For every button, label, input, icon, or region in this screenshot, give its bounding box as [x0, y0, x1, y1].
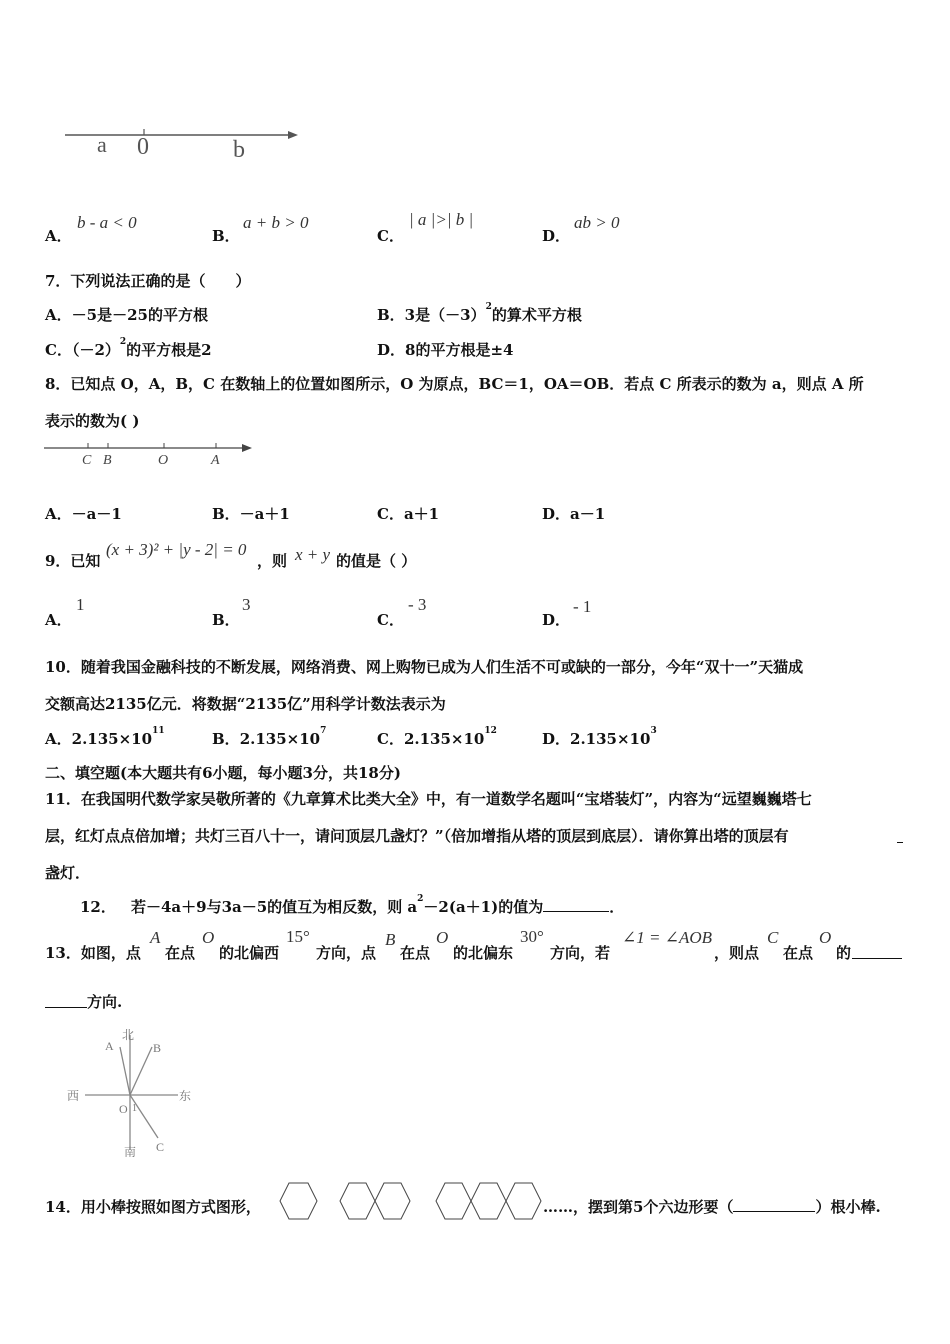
q9-option-b-val: 3 — [242, 595, 251, 614]
hexagon-2b — [375, 1183, 410, 1219]
label-c: C — [156, 1140, 165, 1154]
hexagon-figure-2 — [338, 1181, 414, 1221]
ray-ob — [130, 1047, 152, 1095]
q13-t8: ，则点 — [714, 944, 760, 962]
q9-option-c[interactable]: C． — [377, 611, 404, 629]
q14-answer-blank[interactable] — [733, 1197, 815, 1212]
q6-option-d[interactable]: D． — [542, 227, 571, 245]
label-o: O — [119, 1102, 128, 1116]
q10-option-b[interactable]: B．$2.135\times 10^7$ — [212, 726, 327, 748]
north-label: 北 — [122, 1028, 135, 1042]
q8-option-d[interactable]: D．a－1 — [542, 505, 606, 523]
q6-option-d-expr: ab > 0 — [574, 213, 620, 232]
hexagon-2a — [340, 1183, 375, 1219]
axis-label-o: O — [158, 453, 169, 468]
q10-option-d[interactable]: D．$2.135\times 10^3$ — [542, 726, 657, 748]
q9-option-b[interactable]: B． — [212, 611, 240, 629]
q14-pre: 14．用小棒按照如图方式图形， — [45, 1198, 261, 1216]
q13-point-b: B — [385, 930, 396, 949]
axis-label-a: a — [97, 132, 107, 157]
q8-option-a[interactable]: A．－a－1 — [45, 505, 122, 523]
q12-answer-blank[interactable] — [543, 897, 609, 912]
axis-label-b: B — [103, 453, 112, 468]
q9-option-c-val: - 3 — [408, 595, 427, 614]
hexagon-figure-3 — [434, 1181, 542, 1221]
q9-mid: ，则 — [257, 552, 288, 570]
hexagon-3b — [471, 1183, 506, 1219]
axis-label-zero: 0 — [137, 134, 149, 160]
q12-stem: 若－4a＋9与3a－5的值互为相反数，则 $a^2-2(a+1)$的值为 ． — [131, 894, 625, 916]
q7-stem: 7．下列说法正确的是（ ） — [45, 272, 251, 290]
q13-deg1: 15° — [286, 927, 310, 946]
q7-option-c[interactable]: C．$(-2)^2$的平方根是2 — [45, 337, 212, 359]
q9-option-d-val: - 1 — [573, 597, 592, 616]
q13-point-o2: O — [436, 928, 449, 947]
q9-option-a-val: 1 — [76, 595, 85, 614]
q13-point-c: C — [767, 928, 779, 947]
q6-option-c[interactable]: C． — [377, 227, 404, 245]
q11-stem-line3: 盏灯． — [45, 864, 91, 882]
q11-stem-line2: 层，红灯点点倍加增；共灯三百八十一，请问顶层几盏灯？”（倍加增指从塔的顶层到底层）．请你算出塔的顶层有 — [45, 827, 789, 845]
q8-option-c[interactable]: C．a＋1 — [377, 505, 440, 523]
axis-label-c: C — [82, 453, 92, 468]
q12-number: 12． — [80, 898, 116, 916]
south-label: 南 — [124, 1145, 137, 1159]
q13-angle: ∠1 = ∠AOB — [622, 928, 713, 947]
q8-stem-line1: 8．已知点 O，A，B，C 在数轴上的位置如图所示，O 为原点，BC＝1，OA＝OB．若点 C 所表示的数为 a，则点 A 所 — [45, 375, 864, 393]
axis-label-b: b — [233, 137, 245, 163]
q13-t4: 方向，点 — [316, 944, 377, 962]
q9-post: 的值是（ ） — [336, 552, 417, 570]
q13-deg2: 30° — [520, 927, 544, 946]
east-label: 东 — [179, 1089, 192, 1103]
q6-option-b[interactable]: B． — [212, 227, 240, 245]
q10-option-c[interactable]: C．$2.135\times 10^{12}$ — [377, 726, 497, 748]
q13-point-o3: O — [819, 928, 832, 947]
q13-line2: 方向. — [87, 993, 123, 1011]
label-angle-1: 1 — [132, 1103, 137, 1114]
hexagon-1 — [280, 1183, 317, 1219]
q8-number-line — [42, 438, 257, 468]
axis-arrow-icon — [288, 131, 298, 139]
q14-stem: ……，摆到第5个六边形要（ ）根小棒. — [543, 1198, 881, 1216]
q13-point-a: A — [150, 928, 161, 947]
q10-stem-line1: 10．随着我国金融科技的不断发展，网络消费、网上购物已成为人们生活不可或缺的一部分，今年“双十一”天猫成 — [45, 658, 804, 676]
q9-expr: (x + 3)² + |y - 2| = 0 — [106, 540, 247, 559]
q13-t10: 的 — [836, 944, 852, 962]
q13-t6: 的北偏东 — [453, 944, 514, 962]
q9-option-d[interactable]: D． — [542, 611, 571, 629]
section-2-heading: 二、填空题(本大题共有6小题，每小题3分，共18分) — [45, 764, 401, 782]
q13-point-o1: O — [202, 928, 215, 947]
q13-t3: 的北偏西 — [219, 944, 280, 962]
ray-oc — [130, 1095, 158, 1138]
q13-t2: 在点 — [165, 944, 196, 962]
hexagon-3a — [436, 1183, 471, 1219]
q10-option-a[interactable]: A．$2.135\times 10^{11}$ — [45, 726, 165, 748]
q6-number-line — [60, 120, 305, 165]
hexagon-3c — [506, 1183, 541, 1219]
hexagon-figure-1 — [278, 1181, 320, 1221]
q7-option-b[interactable]: B．3是$(-3)^2$的算术平方根 — [377, 302, 582, 324]
q9-option-a[interactable]: A． — [45, 611, 72, 629]
q6-option-c-expr: | a |>| b | — [409, 210, 474, 229]
ray-oa — [120, 1047, 130, 1095]
q13-t5: 在点 — [400, 944, 431, 962]
q11-blank[interactable] — [897, 842, 903, 843]
label-b: B — [153, 1041, 162, 1055]
q6-option-a-expr: b - a < 0 — [77, 213, 137, 232]
q13-blank-part2[interactable] — [45, 1007, 87, 1008]
q7-option-a[interactable]: A．－5是－25的平方根 — [45, 306, 208, 324]
q6-option-b-expr: a + b > 0 — [243, 213, 309, 232]
q8-option-b[interactable]: B．－a＋1 — [212, 505, 290, 523]
q9-expr2: x + y — [295, 545, 331, 564]
q10-stem-line2: 交额高达2135亿元．将数据“2135亿”用科学计数法表示为 — [45, 695, 446, 713]
label-a: A — [105, 1039, 114, 1053]
q7-option-d[interactable]: D．8的平方根是±4 — [377, 341, 514, 359]
q13-t7: 方向，若 — [550, 944, 611, 962]
q13-blank-part1[interactable] — [852, 958, 902, 959]
q13-t9: 在点 — [783, 944, 814, 962]
q6-option-a[interactable]: A． — [45, 227, 72, 245]
axis-arrow-icon — [242, 444, 252, 452]
axis-label-a: A — [211, 453, 220, 468]
q9-pre: 9．已知 — [45, 552, 101, 570]
q13-compass-figure — [60, 1025, 210, 1160]
q11-stem-line1: 11．在我国明代数学家吴敬所著的《九章算术比类大全》中，有一道数学名题叫“宝塔装灯”，内容为“远望巍巍塔七 — [45, 790, 812, 808]
q13-t1: 13．如图，点 — [45, 944, 141, 962]
q8-stem-line2: 表示的数为( ) — [45, 412, 140, 430]
west-label: 西 — [67, 1089, 80, 1103]
